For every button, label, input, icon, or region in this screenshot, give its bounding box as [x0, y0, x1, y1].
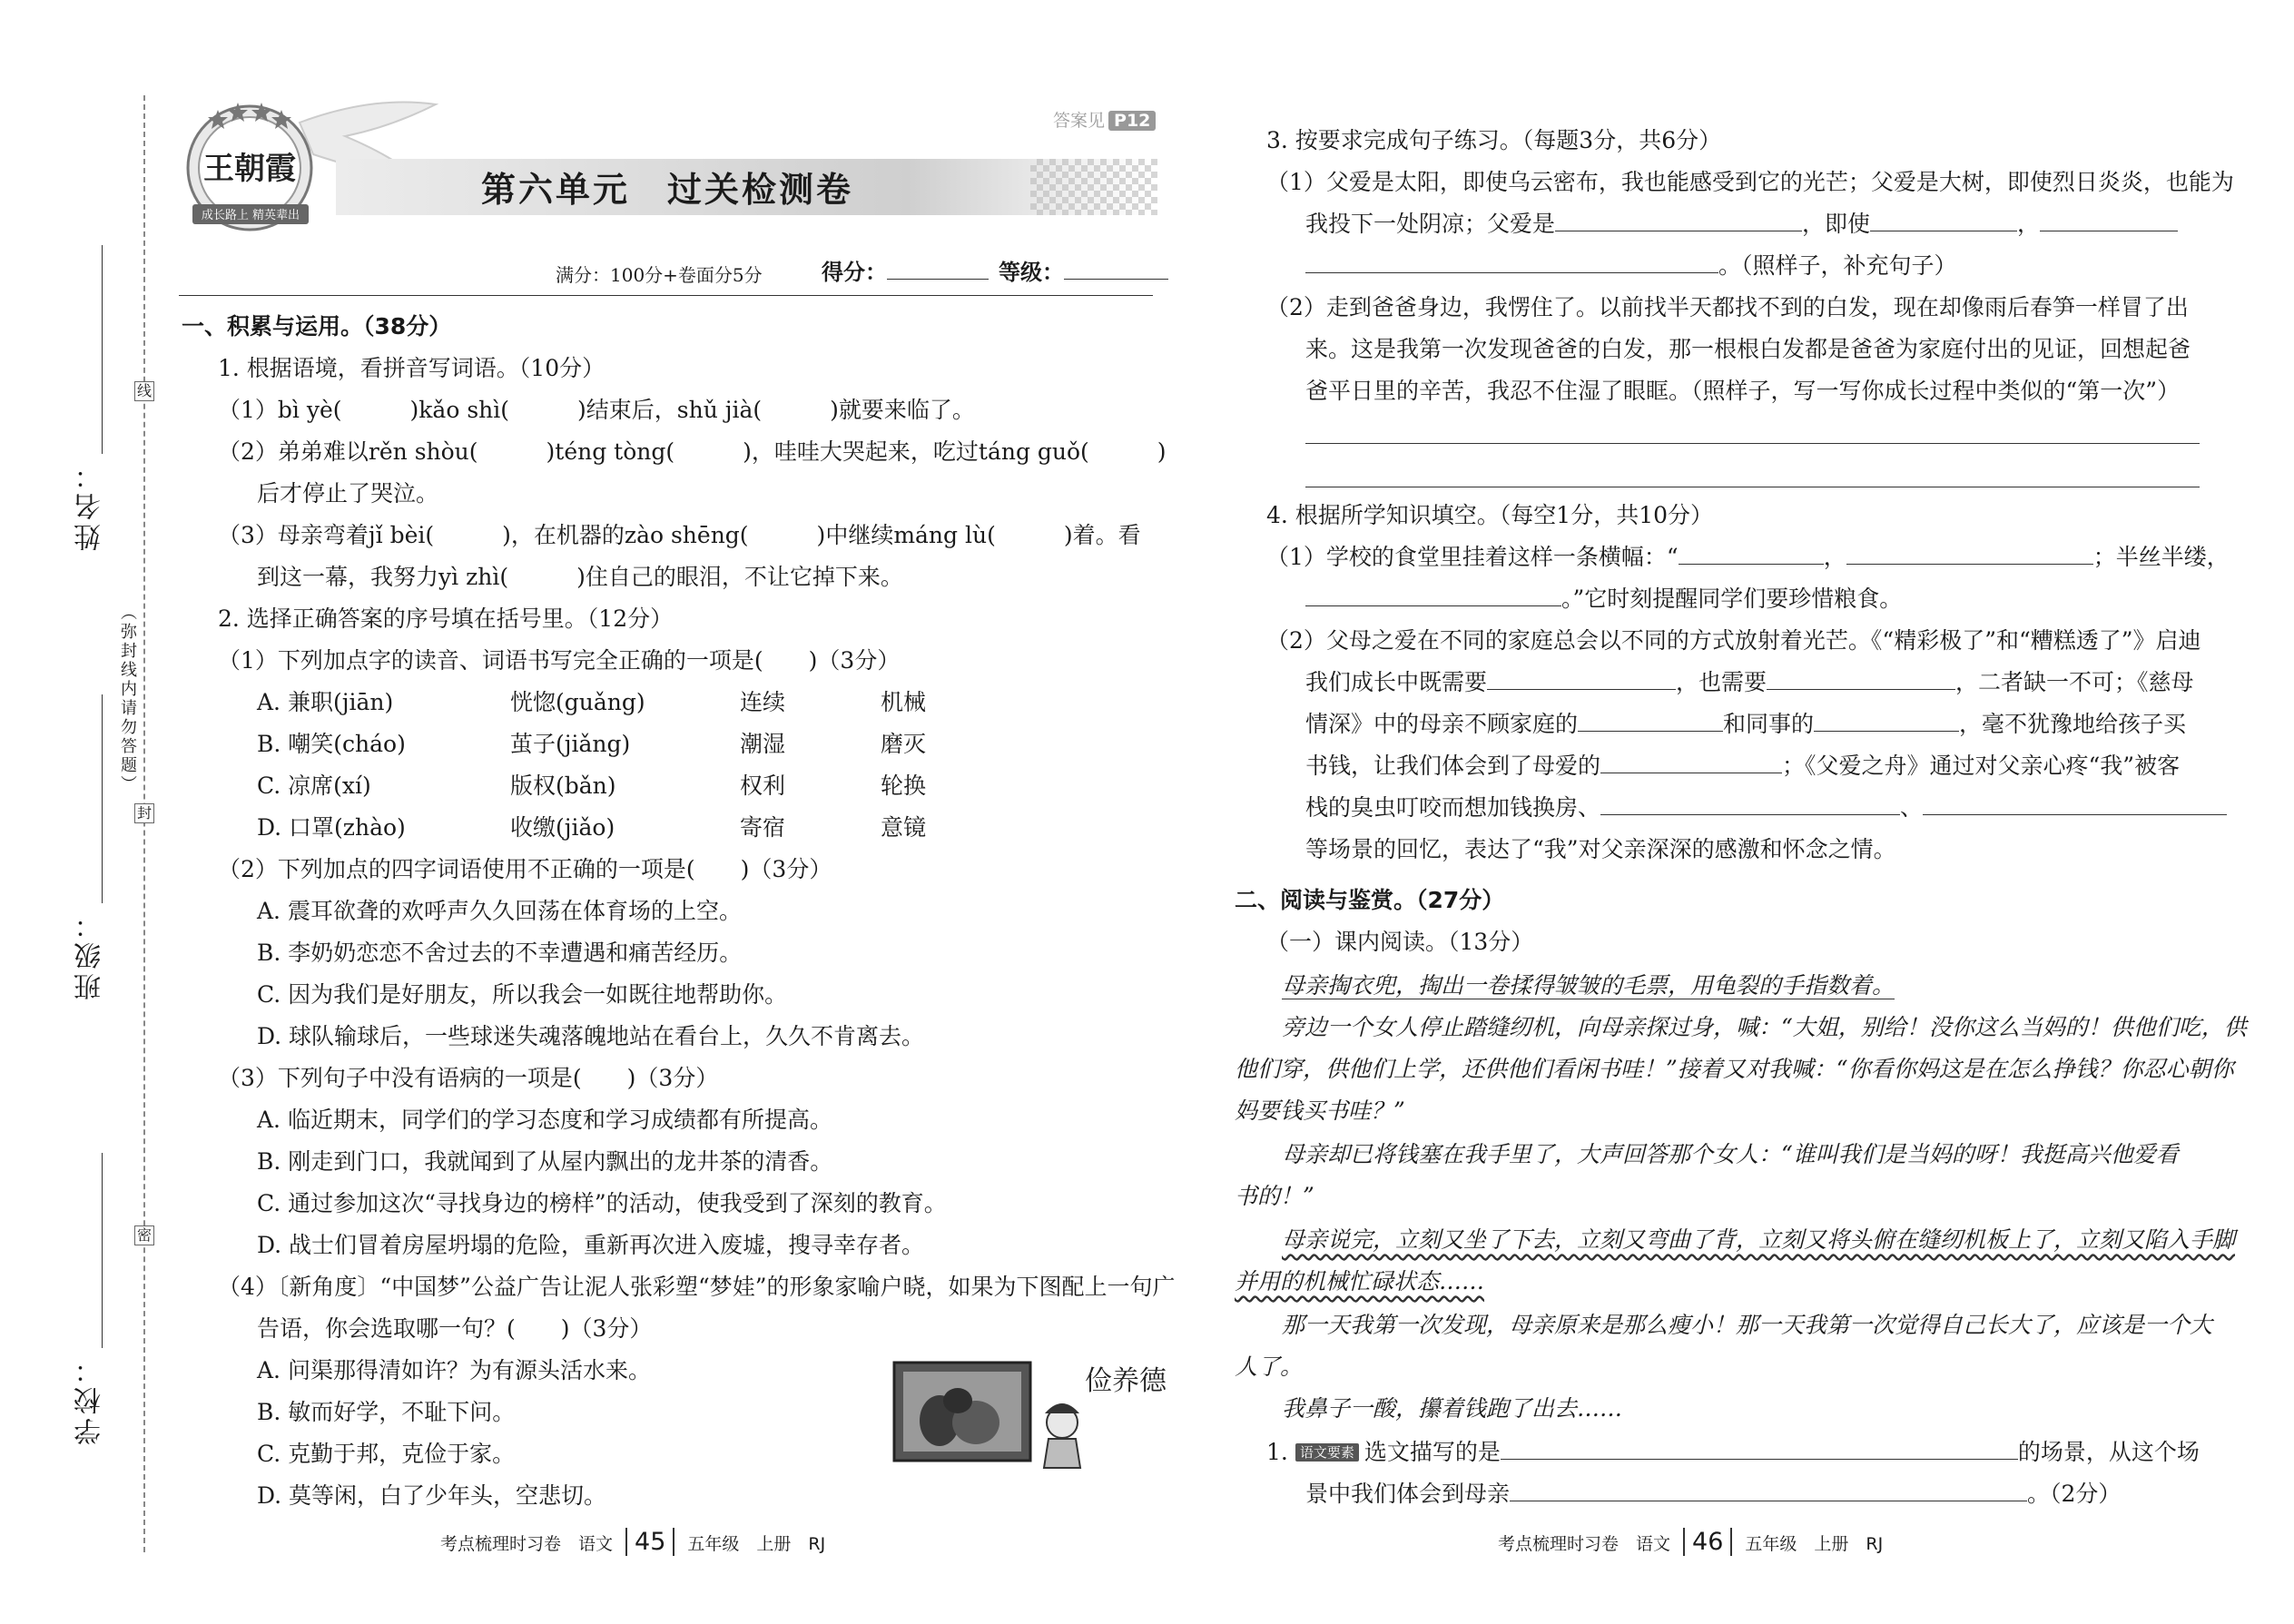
question-4-1-line2: 。”它时刻提醒同学们要珍惜粮食。: [1305, 586, 1902, 613]
passage-para-5-end: 人了。: [1235, 1353, 1304, 1380]
question-4-2-line2: 我们成长中既需要 ，也需要 ，二者缺一不可；《慈母: [1305, 669, 2194, 695]
school-field[interactable]: [102, 1153, 103, 1348]
score-label: 得分：: [822, 259, 887, 285]
reading-question-1: 1. 语文要素 选文描写的是 的场景，从这个场: [1266, 1439, 2200, 1465]
answer-reference: [1053, 107, 1156, 132]
logo-text: 王朝霞: [203, 151, 296, 187]
option-row-d-col1[interactable]: D. 口罩(zhào): [257, 814, 406, 841]
question-2-4-option-c[interactable]: C. 克勤于邦，克俭于家。: [257, 1441, 516, 1467]
section-1-heading: 一、积累与运用。（38分）: [182, 313, 452, 340]
question-2-4-cont: 告语，你会选取哪一句？( )（3分）: [257, 1315, 653, 1342]
right-footer-grade: 五年级 上册 RJ: [1745, 1534, 1884, 1554]
grade-label: 等级：: [999, 259, 1064, 285]
answer-blank[interactable]: [1501, 1439, 2018, 1460]
answer-ref-label: 答案见: [1053, 111, 1106, 131]
passage-para-2: 旁边一个女人停止踏缝纫机，向母亲探过身，喊：“大姐，别给！没你这么当妈的！供他们吃，供: [1282, 1014, 2247, 1040]
option-row-d-col3: 寄宿: [740, 814, 786, 841]
option-row-b-col4: 磨灭: [881, 731, 927, 757]
header-divider: [179, 295, 1153, 296]
question-4-2-line6: 等场景的回忆，表达了“我”对父亲深深的感激和怀念之情。: [1305, 836, 1896, 862]
margin-note-no-answer: （弥封线内请勿答题）: [118, 604, 137, 794]
right-footer-book: 考点梳理时习卷 语文: [1498, 1534, 1671, 1554]
passage-para-3-end: 书的！”: [1235, 1183, 1314, 1209]
question-3-2-line2: 来。这是我第一次发现爸爸的白发，那一根根白发都是爸爸为家庭付出的见证，回想起爸: [1305, 336, 2191, 362]
question-1-stem: 1. 根据语境，看拼音写词语。（10分）: [218, 355, 605, 381]
option-row-d-col4: 意镜: [881, 814, 927, 841]
question-4-2-line4: 书钱，让我们体会到了母爱的 ；《父爱之舟》通过对父亲心疼“我”被客: [1305, 753, 2181, 779]
logo-slogan: 成长路上 精英辈出: [201, 209, 300, 222]
answer-blank[interactable]: [1305, 252, 1718, 273]
question-4-1: （1）学校的食堂里挂着这样一条横幅：“ ， ；半丝半缕，: [1266, 544, 2230, 570]
name-field[interactable]: [102, 245, 103, 454]
question-3-1: （1）父爱是太阳，即使乌云密布，我也能感受到它的光芒；父爱是大树，即使烈日炎炎，也能为: [1266, 169, 2234, 195]
question-2-2: （2）下列加点的四字词语使用不正确的一项是( )（3分）: [218, 856, 832, 882]
question-2-3-option-d[interactable]: D. 战士们冒着房屋坍塌的危险，重新再次进入废墟，搜寻幸存者。: [257, 1232, 925, 1258]
right-footer: [1498, 1528, 1883, 1556]
option-row-b-col1[interactable]: B. 嘲笑(cháo): [257, 731, 406, 757]
reading-question-1-line2: 景中我们体会到母亲 。（2分）: [1305, 1481, 2122, 1507]
answer-blank[interactable]: [1510, 1481, 2027, 1501]
option-row-d-col2: 收缴(jiǎo): [510, 814, 615, 841]
question-2-3-option-b[interactable]: B. 刚走到门口，我就闻到了从屋内飘出的龙井茶的清香。: [257, 1148, 833, 1175]
option-row-a-col4: 机械: [881, 689, 927, 715]
question-3-2-line3: 爸平日里的辛苦，我忍不住湿了眼眶。（照样子，写一写你成长过程中类似的“第一次”）: [1305, 378, 2181, 404]
answer-blank[interactable]: [1600, 753, 1782, 773]
question-2-4-option-a[interactable]: A. 问渠那得清如许？为有源头活水来。: [257, 1357, 651, 1383]
question-4-2-line3: 情深》中的母亲不顾家庭的 和同事的 ，毫不犹豫地给孩子买: [1305, 711, 2187, 737]
passage-para-1: 母亲掏衣兜，掏出一卷揉得皱皱的毛票，用龟裂的手指数着。: [1282, 972, 1895, 999]
option-row-b-col3: 潮湿: [740, 731, 786, 757]
left-footer-grade: 五年级 上册 RJ: [687, 1534, 826, 1554]
question-1-1: （1）bì yè( )kǎo shì( )结束后，shǔ jià( )就要来临了。: [218, 397, 975, 423]
question-2-3: （3）下列句子中没有语病的一项是( )（3分）: [218, 1065, 719, 1091]
passage-para-2-cont: 他们穿，供他们上学，还供他们看闲书哇！”接着又对我喊：“你看你妈这是在怎么挣钱？你忍心朝你: [1235, 1056, 2234, 1082]
passage-para-3: 母亲却已将钱塞在我手里了，大声回答那个女人：“谁叫我们是当妈的呀！我挺高兴他爱看: [1282, 1141, 2179, 1167]
answer-blank[interactable]: [1555, 211, 1802, 231]
passage-para-4: 母亲说完，立刻又坐了下去，立刻又弯曲了背，立刻又将头俯在缝纫机板上了，立刻又陷入手脚: [1282, 1226, 2236, 1253]
score-info: [556, 261, 763, 289]
answer-blank[interactable]: [1600, 794, 1900, 815]
answer-blank[interactable]: [1814, 711, 1959, 732]
page-title: 第六单元 过关检测卷: [481, 170, 854, 210]
class-field[interactable]: [102, 694, 103, 903]
title-banner-pattern: [1030, 159, 1157, 215]
option-row-b-col2: 茧子(jiǎng): [510, 731, 631, 757]
question-3-1-line3: 。（照样子，补充句子）: [1305, 252, 1957, 280]
answer-ref-page: P12: [1108, 111, 1156, 131]
question-1-2: （2）弟弟难以rěn shòu( )téng tòng( )，哇哇大哭起来，吃过táng guǒ( ): [218, 438, 1167, 465]
left-page-number: 45: [625, 1528, 674, 1556]
passage-para-6: 我鼻子一酸，攥着钱跑了出去……: [1282, 1395, 1623, 1422]
question-2-3-option-a[interactable]: A. 临近期末，同学们的学习态度和学习成绩都有所提高。: [257, 1107, 832, 1133]
margin-mark-mi: 密: [134, 1225, 154, 1245]
option-row-a-col2: 恍惚(guǎng): [510, 689, 645, 715]
option-row-c-col2: 版权(bǎn): [510, 773, 616, 799]
name-label: 姓名：: [74, 458, 106, 551]
question-2-1: （1）下列加点字的读音、词语书写完全正确的一项是( )（3分）: [218, 647, 901, 674]
subsection-1-heading: （一）课内阅读。（13分）: [1266, 929, 1534, 955]
school-label: 学校：: [74, 1353, 106, 1445]
binding-dashed-line: [143, 95, 145, 1552]
left-footer: [440, 1528, 825, 1556]
passage-para-4-end: 并用的机械忙碌状态……: [1235, 1268, 1485, 1294]
question-1-2-cont: 后才停止了哭泣。: [257, 480, 439, 507]
illustration-caption: 俭养德: [1085, 1365, 1167, 1397]
class-label: 班级：: [74, 908, 106, 1000]
margin-mark-xian: 线: [134, 381, 154, 401]
question-3-2: （2）走到爸爸身边，我愣住了。以前找半天都找不到的白发，现在却像雨后春笋一样冒了出: [1266, 294, 2189, 320]
answer-blank[interactable]: [1305, 586, 1561, 606]
right-page-number: 46: [1683, 1528, 1732, 1556]
question-1-3-cont: 到这一幕，我努力yì zhì( )住自己的眼泪，不让它掉下来。: [257, 564, 903, 590]
question-2-stem: 2. 选择正确答案的序号填在括号里。（12分）: [218, 605, 674, 632]
question-2-4: （4）〔新角度〕“中国梦”公益广告让泥人张彩塑“梦娃”的形象家喻户晓，如果为下图配上一句广: [218, 1274, 1176, 1300]
margin-mark-feng: 封: [134, 803, 154, 823]
passage-para-2-end: 妈要钱买书哇？”: [1235, 1097, 1405, 1124]
grade-field[interactable]: [999, 259, 1168, 286]
passage-para-5: 那一天我第一次发现，母亲原来是那么瘦小！那一天我第一次觉得自己长大了，应该是一个大: [1282, 1312, 2213, 1338]
answer-blank[interactable]: [2040, 211, 2178, 231]
question-3-1-line2: 我投下一处阴凉；父爱是 ，即使 ，: [1305, 211, 2178, 238]
answer-blank[interactable]: [1846, 544, 2093, 565]
answer-blank[interactable]: [1487, 669, 1676, 690]
question-4-2-line5: 栈的臭虫叮咬而想加钱换房、 、: [1305, 794, 2227, 822]
option-row-c-col3: 权利: [740, 773, 786, 799]
option-row-a-col1[interactable]: A. 兼职(jiān): [257, 689, 394, 715]
answer-line[interactable]: [1305, 443, 2200, 444]
option-row-c-col4: 轮换: [881, 773, 927, 799]
answer-blank[interactable]: [1923, 794, 2227, 815]
question-2-2-option-a[interactable]: A. 震耳欲聋的欢呼声久久回荡在体育场的上空。: [257, 898, 742, 924]
answer-blank[interactable]: [1679, 544, 1824, 565]
question-2-2-option-c[interactable]: C. 因为我们是好朋友，所以我会一如既往地帮助你。: [257, 981, 788, 1008]
question-3-stem: 3. 按要求完成句子练习。（每题3分，共6分）: [1266, 127, 1722, 153]
section-2-heading: 二、阅读与鉴赏。（27分）: [1235, 887, 1505, 913]
yuwen-yaosu-tag: 语文要素: [1295, 1443, 1359, 1462]
option-row-a-col3: 连续: [740, 689, 786, 715]
question-2-2-option-b[interactable]: B. 李奶奶恋恋不舍过去的不幸遭遇和痛苦经历。: [257, 940, 743, 966]
question-2-4-option-b[interactable]: B. 敏而好学，不耻下问。: [257, 1399, 516, 1425]
answer-blank[interactable]: [1767, 669, 1955, 690]
question-4-stem: 4. 根据所学知识填空。（每空1分，共10分）: [1266, 502, 1714, 528]
full-score: 满分：100分+卷面分5分: [556, 264, 763, 286]
question-2-4-option-d[interactable]: D. 莫等闲，白了少年头，空悲切。: [257, 1482, 607, 1509]
score-field[interactable]: [822, 259, 989, 286]
question-1-3: （3）母亲弯着jǐ bèi( )，在机器的zào shēng( )中继续máng lù( )着。看: [218, 522, 1141, 548]
answer-blank[interactable]: [1578, 711, 1723, 732]
mengwa-illustration: [894, 1357, 1167, 1475]
answer-blank[interactable]: [1870, 211, 2017, 231]
left-footer-book: 考点梳理时习卷 语文: [440, 1534, 614, 1554]
option-row-c-col1[interactable]: C. 凉席(xí): [257, 773, 371, 799]
question-2-3-option-c[interactable]: C. 通过参加这次“寻找身边的榜样”的活动，使我受到了深刻的教育。: [257, 1190, 947, 1216]
question-2-2-option-d[interactable]: D. 球队输球后，一些球迷失魂落魄地站在看台上，久久不肯离去。: [257, 1023, 925, 1049]
question-4-2: （2）父母之爱在不同的家庭总会以不同的方式放射着光芒。《“精彩极了”和“糟糕透了”》启迪: [1266, 627, 2201, 654]
